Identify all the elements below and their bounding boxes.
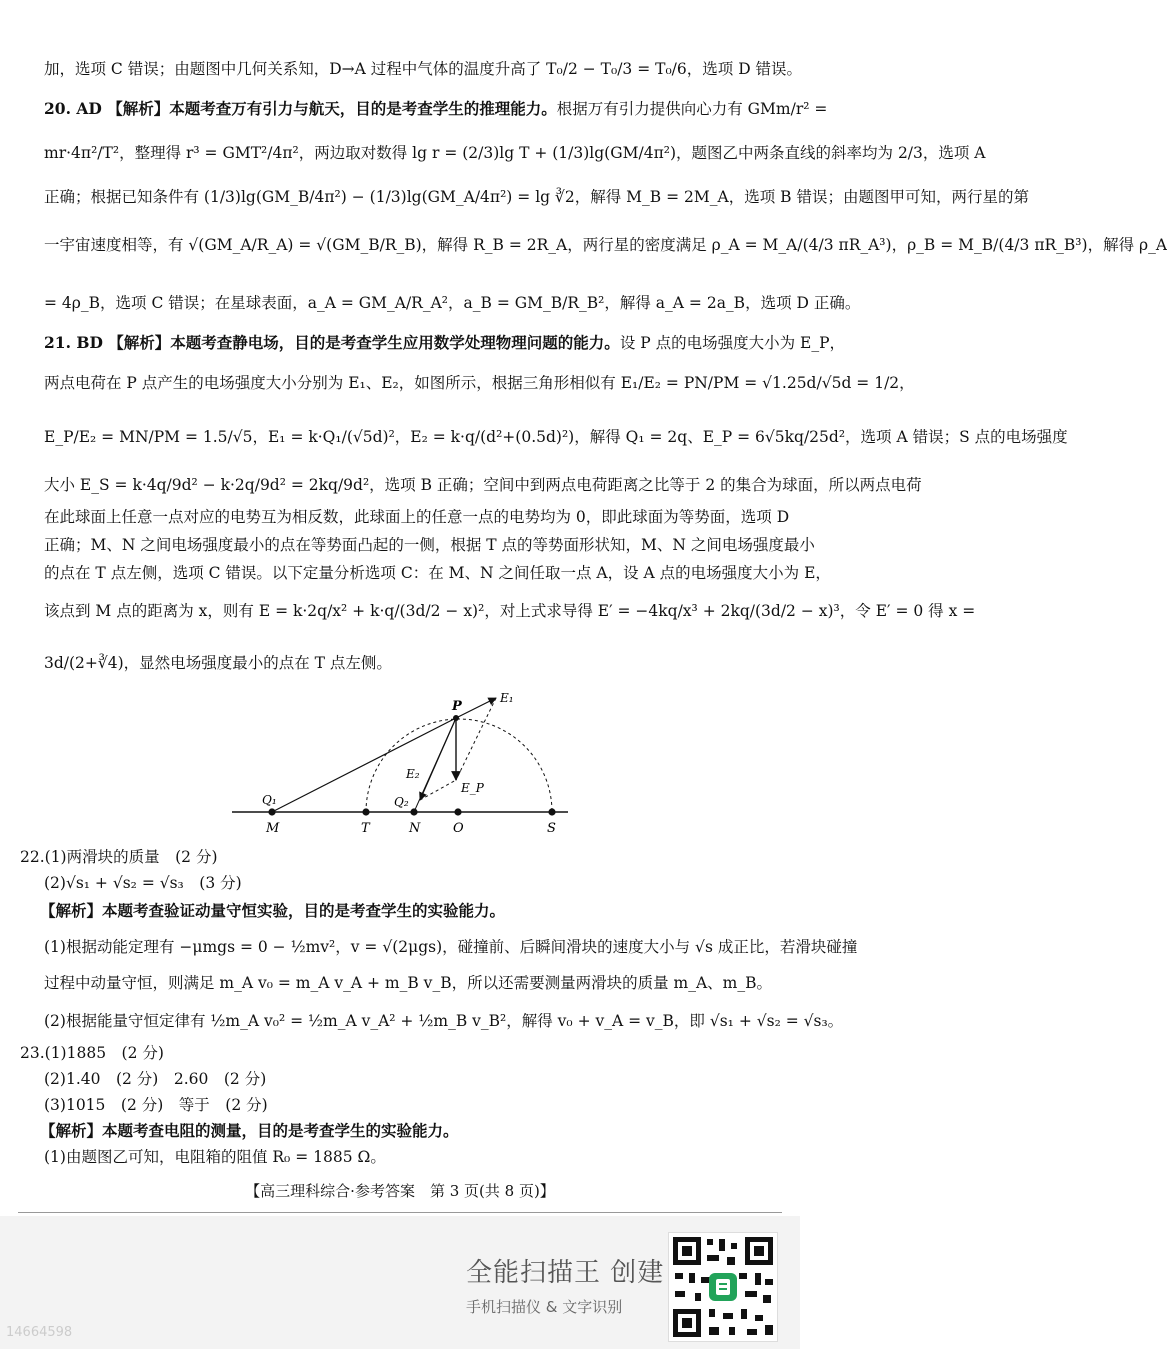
brand-title: 全能扫描王 创建: [466, 1258, 665, 1288]
q22-a1: 22.(1)两滑块的质量 (2 分): [20, 848, 218, 866]
electric-field-diagram: [0, 680, 800, 840]
q23-a1: 23.(1)1885 (2 分): [20, 1044, 164, 1062]
top-line: 加，选项 C 错误；由题图中几何关系知，D→A 过程中气体的温度升高了 T₀/2 − T₀/3 = T₀/6，选项 D 错误。: [44, 60, 803, 78]
brand-subtitle: 手机扫描仪 & 文字识别: [466, 1298, 623, 1316]
q21-l5: 在此球面上任意一点对应的电势互为相反数，此球面上的任意一点的电势均为 0，即此球面为等势面，选项 D: [44, 508, 790, 526]
q20-head: [44, 98, 828, 120]
label-e2: E₂: [406, 767, 420, 781]
q21-l6: 正确；M、N 之间电场强度最小的点在等势面凸起的一侧，根据 T 点的等势面形状知，M、N 之间电场强度最小: [44, 536, 815, 554]
q21-l8: 该点到 M 点的距离为 x，则有 E = k·2q/x² + k·q/(3d/2 − x)²，对上式求导得 E′ = −4kq/x³ + 2kq/(3d/2 − x)³，令 E′ = 0 得 x =: [44, 602, 976, 620]
q21-l1b: 设 P 点的电场强度大小为 E_P，: [619, 334, 846, 352]
qr-code-icon[interactable]: [668, 1232, 778, 1342]
q22-a2: (2)√s₁ + √s₂ = √s₃ (3 分): [44, 874, 242, 892]
label-e1: E₁: [500, 691, 514, 705]
q20-line3: 正确；根据已知条件有 (1/3)lg(GM_B/4π²) − (1/3)lg(GM_A/4π²) = lg ∛2，解得 M_B = 2M_A，选项 B 错误；由题图甲可知，两行星的第: [44, 188, 1029, 206]
q20-line5: = 4ρ_B，选项 C 错误；在星球表面，a_A = GM_A/R_A²，a_B = GM_B/R_B²，解得 a_A = 2a_B，选项 D 正确。: [44, 294, 861, 312]
dashed-side-2: [420, 780, 456, 800]
q21-head: 21. BD 【解析】本题考查静电场，目的是考查学生应用数学处理物理问题的能力。: [44, 333, 620, 352]
q22-p2: (2)根据能量守恒定律有 ½m_A v₀² = ½m_A v_A² + ½m_B v_B²，解得 v₀ + v_A = v_B，即 √s₁ + √s₂ = √s₃。: [44, 1012, 844, 1030]
q21-head-line: [44, 332, 846, 354]
dashed-side-1: [456, 698, 496, 780]
mp-line: [272, 718, 456, 812]
label-s: S: [547, 821, 556, 836]
q22-p1b: 过程中动量守恒，则满足 m_A v₀ = m_A v_A + m_B v_B，所以还需要测量两滑块的质量 m_A、m_B。: [44, 974, 772, 992]
page-footer: 【高三理科综合·参考答案 第 3 页(共 8 页)】: [245, 1182, 555, 1200]
q22-p1: (1)根据动能定理有 −μmgs = 0 − ½mv²，v = √(2μgs)，碰撞前、后瞬间滑块的速度大小与 √s 成正比，若滑块碰撞: [44, 938, 858, 956]
point-s: [548, 808, 555, 815]
e1-arrow: [456, 698, 496, 718]
point-t: [362, 808, 369, 815]
q21-l2: 两点电荷在 P 点产生的电场强度大小分别为 E₁、E₂，如图所示，根据三角形相似有 E₁/E₂ = PN/PM = √1.25d/√5d = 1/2，: [44, 374, 915, 392]
point-p: [453, 715, 459, 721]
point-n: [410, 808, 417, 815]
label-t: T: [361, 821, 370, 836]
e2-arrow: [420, 718, 456, 800]
label-o: O: [453, 821, 464, 836]
q23-head: 【解析】本题考查电阻的测量，目的是考查学生的实验能力。: [40, 1121, 459, 1140]
q20-line1b: 根据万有引力提供向心力有 GMm/r² =: [556, 100, 828, 118]
label-m: M: [266, 821, 280, 836]
q23-a3: (3)1015 (2 分) 等于 (2 分): [44, 1096, 268, 1114]
q21-l3: E_P/E₂ = MN/PM = 1.5/√5，E₁ = k·Q₁/(√5d)²，E₂ = k·q/(d²+(0.5d)²)，解得 Q₁ = 2q、E_P = 6√5kq/25d²，选项 A 错误；S 点的电场强度: [44, 428, 1068, 446]
watermark-id: 14664598: [6, 1325, 73, 1340]
label-n: N: [409, 821, 421, 836]
q20-head-text: 20. AD 【解析】本题考查万有引力与航天，目的是考查学生的推理能力。: [44, 99, 557, 118]
label-p: P: [452, 699, 462, 714]
q23-p1: (1)由题图乙可知，电阻箱的阻值 R₀ = 1885 Ω。: [44, 1148, 386, 1166]
q22-head: 【解析】本题考查验证动量守恒实验，目的是考查学生的实验能力。: [40, 901, 506, 920]
label-q1: Q₁: [262, 793, 277, 807]
label-ep: E_P: [461, 781, 484, 795]
q20-line4: 一宇宙速度相等，有 √(GM_A/R_A) = √(GM_B/R_B)，解得 R_B = 2R_A，两行星的密度满足 ρ_A = M_A/(4/3 πR_A³)，ρ_B = M_B/(4/3 πR_B³)，解得 ρ_A: [44, 236, 1167, 254]
q21-l7: 的点在 T 点左侧，选项 C 错误。以下定量分析选项 C：在 M、N 之间任取一点 A，设 A 点的电场强度大小为 E，: [44, 564, 831, 582]
point-m: [268, 808, 275, 815]
q20-line2: mr·4π²/T²，整理得 r³ = GMT²/4π²，两边取对数得 lg r = (2/3)lg T + (1/3)lg(GM/4π²)，题图乙中两条直线的斜率均为 2/3，选项 A: [44, 144, 986, 162]
footer-rule: [18, 1212, 782, 1213]
point-o: [454, 808, 461, 815]
q21-l4: 大小 E_S = k·4q/9d² − k·2q/9d² = 2kq/9d²，选项 B 正确；空间中到两点电荷距离之比等于 2 的集合为球面，所以两点电荷: [44, 476, 922, 494]
q21-l9: 3d/(2+∛4)，显然电场强度最小的点在 T 点左侧。: [44, 654, 392, 672]
q23-a2: (2)1.40 (2 分) 2.60 (2 分): [44, 1070, 267, 1088]
label-q2: Q₂: [394, 795, 409, 809]
